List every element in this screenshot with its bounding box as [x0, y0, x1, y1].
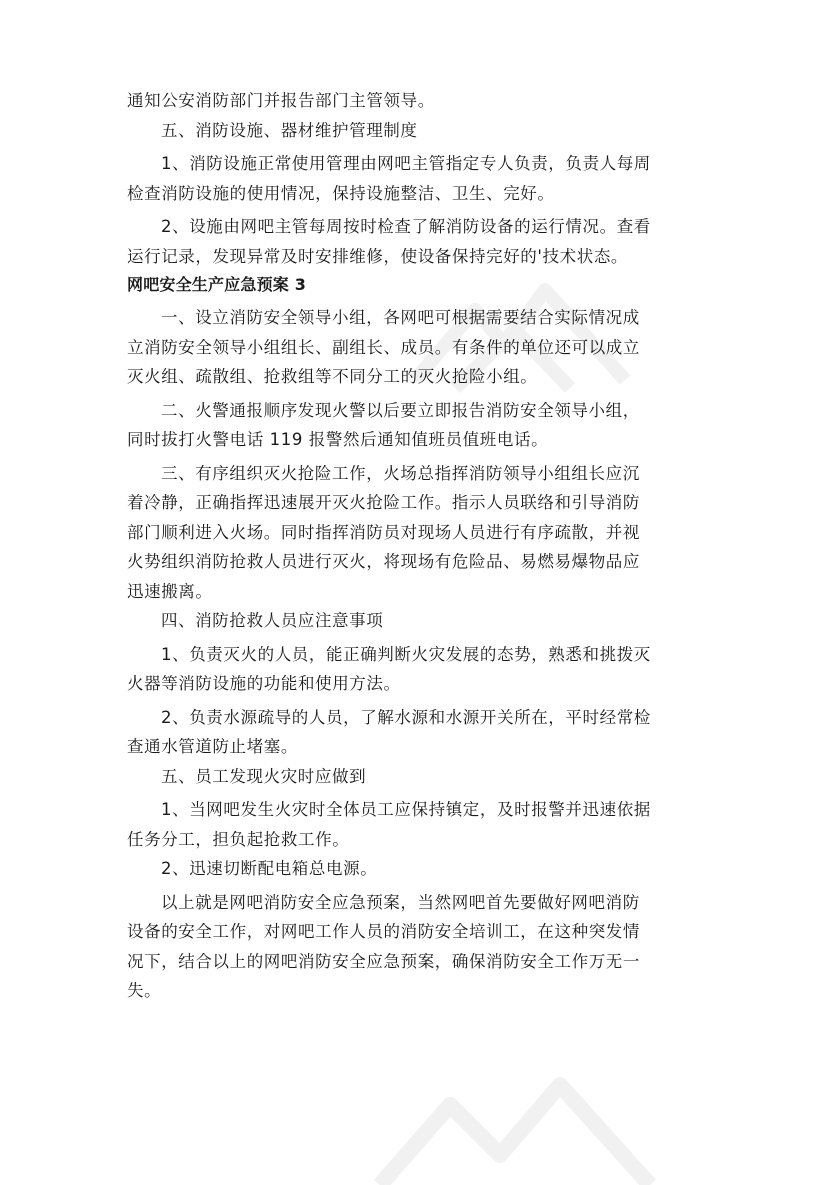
paragraph-line: 一、设立消防安全领导小组，各网吧可根据需要结合实际情况成	[161, 308, 640, 327]
paragraph-line: 着冷静，正确指挥迅速展开灭火抢险工作。指示人员联络和引导消防	[127, 493, 640, 512]
paragraph-line: 1、消防设施正常使用管理由网吧主管指定专人负责，负责人每周	[161, 154, 651, 173]
paragraph-line: 火器等消防设施的功能和使用方法。	[127, 674, 401, 693]
watermark-graphic-bottom	[360, 1075, 660, 1185]
paragraph-line: 二、火警通报顺序发现火警以后要立即报告消防安全领导小组，	[161, 400, 640, 420]
paragraph-line: 迅速搬离。	[127, 581, 213, 601]
paragraph-line: 运行记录，发现异常及时安排维修，使设备保持完好的'技术状态。	[127, 246, 629, 266]
paragraph-line: 失。	[127, 981, 162, 1000]
paragraph-line: 部门顺利进入火场。同时指挥消防员对现场人员进行有序疏散，并视	[127, 522, 640, 542]
paragraph-line: 况下，结合以上的网吧消防安全应急预案，确保消防安全工作万无一	[127, 951, 640, 971]
paragraph-line: 2、迅速切断配电箱总电源。	[161, 859, 378, 878]
section-heading: 五、员工发现火灾时应做到	[161, 766, 367, 786]
document-body	[127, 86, 707, 1006]
paragraph-line: 检查消防设施的使用情况，保持设施整洁、卫生、完好。	[127, 183, 555, 203]
paragraph-line: 查通水管道防止堵塞。	[127, 737, 298, 756]
paragraph-line: 2、设施由网吧主管每周按时检查了解消防设备的运行情况。查看	[161, 217, 651, 236]
paragraph-line: 火势组织消防抢救人员进行灭火，将现场有危险品、易燃易爆物品应	[127, 552, 640, 571]
paragraph-line: 灭火组、疏散组、抢救组等不同分工的灭火抢险小组。	[127, 367, 538, 386]
section-heading: 五、消防设施、器材维护管理制度	[161, 120, 418, 140]
paragraph-line: 1、负责灭火的人员，能正确判断火灾发展的态势，熟悉和挑拨灭	[161, 644, 651, 664]
section-heading: 四、消防抢救人员应注意事项	[161, 611, 384, 630]
paragraph-line: 立消防安全领导小组组长、副组长、成员。有条件的单位还可以成立	[127, 337, 640, 357]
paragraph-line: 1、当网吧发生火灾时全体员工应保持镇定，及时报警并迅速依据	[161, 800, 651, 819]
paragraph-line: 三、有序组织灭火抢险工作，火场总指挥消防领导小组组长应沉	[161, 463, 640, 483]
paragraph-line: 2、负责水源疏导的人员，了解水源和水源开关所在，平时经常检	[161, 707, 651, 727]
paragraph-line: 同时拔打火警电话 119 报警然后通知值班员值班电话。	[127, 430, 549, 449]
paragraph-line: 通知公安消防部门并报告部门主管领导。	[127, 91, 435, 110]
paragraph-line: 任务分工，担负起抢救工作。	[127, 829, 350, 849]
document-title: 网吧安全生产应急预案 3	[127, 275, 307, 294]
paragraph-line: 以上就是网吧消防安全应急预案，当然网吧首先要做好网吧消防	[161, 892, 640, 912]
paragraph-line: 设备的安全工作，对网吧工作人员的消防安全培训工，在这种突发情	[127, 922, 640, 941]
